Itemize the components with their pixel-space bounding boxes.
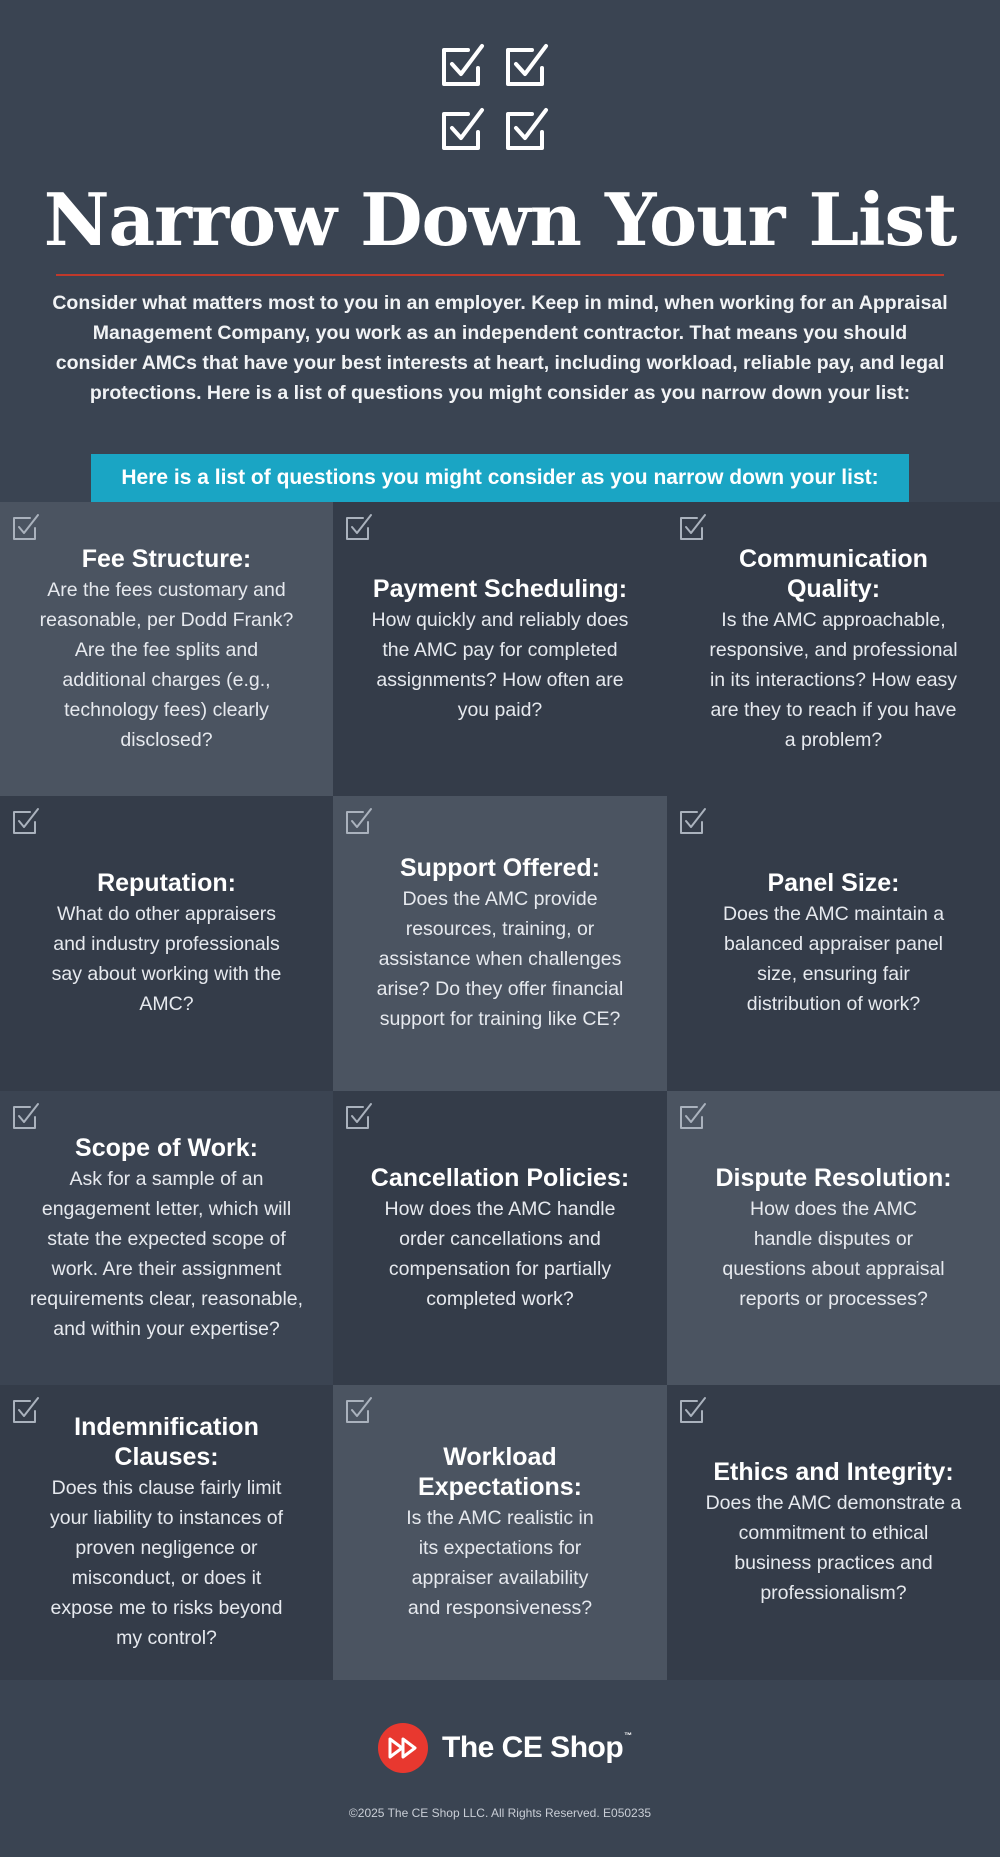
checkbox-icon xyxy=(678,512,708,542)
checkbox-icon xyxy=(344,806,374,836)
card-body: What do other appraisers and industry professionals say about working with the AMC? xyxy=(51,903,282,1015)
card-title: Ethics and Integrity: xyxy=(713,1458,954,1486)
card-cancellation-policies xyxy=(333,1091,667,1385)
card-body: Does this clause fairly limit your liability to instances of proven negligence or misconduct, or does it expose me to risks beyond my control? xyxy=(49,1477,284,1649)
checkbox-icon xyxy=(678,1395,708,1425)
checkbox-icon xyxy=(11,1395,41,1425)
card-body: Does the AMC demonstrate a commitment to ethical business practices and professionalism? xyxy=(705,1492,962,1604)
footer xyxy=(0,1680,1000,1857)
card-body: How does the AMC handle disputes or questions about appraisal reports or processes? xyxy=(722,1197,945,1310)
card-workload-expectations xyxy=(333,1385,667,1680)
card-body: Is the AMC realistic in its expectations for appraiser availability and responsiveness? xyxy=(406,1507,594,1619)
card-title: Payment Scheduling: xyxy=(372,574,628,603)
checkbox-icon xyxy=(678,806,708,836)
card-scope-of-work xyxy=(0,1091,333,1385)
checkbox-icon xyxy=(344,1395,374,1425)
card-support-offered xyxy=(333,796,667,1091)
card-body: How does the AMC handle order cancellations and compensation for partially completed work? xyxy=(384,1197,616,1310)
card-payment-scheduling xyxy=(333,502,667,796)
card-body: Is the AMC approachable, responsive, and professional in its interactions? How easy are they to reach if you have a problem? xyxy=(709,608,958,751)
card-body: Does the AMC maintain a balanced appraiser panel size, ensuring fair distribution of work? xyxy=(722,903,945,1015)
header xyxy=(0,0,1000,502)
questions-grid xyxy=(0,502,1000,1680)
logo-trademark: ™ xyxy=(624,1731,632,1740)
card-title: Reputation: xyxy=(97,869,236,897)
logo-text xyxy=(442,1731,632,1765)
card-title: Cancellation Policies: xyxy=(370,1163,630,1192)
questions-banner: Here is a list of questions you might consider as you narrow down your list: xyxy=(91,454,909,502)
card-body: Ask for a sample of an engagement letter, which will state the expected scope of work. Are their assignment requirements clear, reasonable, and within your expertise? xyxy=(29,1167,304,1340)
card-reputation xyxy=(0,796,333,1091)
checkbox-icon xyxy=(678,1101,708,1131)
card-communication-quality xyxy=(667,502,1000,796)
title-divider xyxy=(56,274,944,276)
logo-wordmark: The CE Shop xyxy=(442,1731,624,1764)
card-title: Scope of Work: xyxy=(75,1133,258,1162)
card-fee-structure xyxy=(0,502,333,796)
checkbox-icon xyxy=(11,1101,41,1131)
card-indemnification-clauses xyxy=(0,1385,333,1680)
card-title: Communication Quality: xyxy=(739,544,928,603)
card-body: Are the fees customary and reasonable, per Dodd Frank? Are the fee splits and additional charges (e.g., technology fees) clearly disclosed? xyxy=(39,578,294,751)
card-body: How quickly and reliably does the AMC pay for completed assignments? How often are you paid? xyxy=(371,608,629,721)
copyright-notice: ©2025 The CE Shop LLC. All Rights Reserved. E050235 xyxy=(348,1806,652,1820)
checkbox-icon xyxy=(11,512,41,542)
card-title: Panel Size: xyxy=(767,869,900,897)
card-panel-size xyxy=(667,796,1000,1091)
card-title: Dispute Resolution: xyxy=(715,1163,952,1192)
card-title: Workload Expectations: xyxy=(418,1443,582,1501)
card-title: Fee Structure: xyxy=(81,544,252,573)
checkbox-icon xyxy=(344,1101,374,1131)
checkbox-icon xyxy=(344,512,374,542)
card-title: Support Offered: xyxy=(400,854,600,882)
card-title: Indemnification Clauses: xyxy=(74,1413,259,1471)
card-dispute-resolution xyxy=(667,1091,1000,1385)
intro-paragraph: Consider what matters most to you in an employer. Keep in mind, when working for an Appraisal Management Company, you work as an independent contractor. That means you should consider AMCs that have your best interests at heart, including workload, reliable pay, and legal protections. Here is a list of questions you might consider as you narrow down your list: xyxy=(52,292,948,404)
fast-forward-icon xyxy=(378,1723,428,1773)
card-ethics-and-integrity xyxy=(667,1385,1000,1680)
the-ce-shop-logo xyxy=(378,1720,632,1776)
page-title: Narrow Down Your List xyxy=(43,177,957,262)
checkbox-icon xyxy=(11,806,41,836)
checkbox-grid-icon xyxy=(440,42,560,160)
card-body: Does the AMC provide resources, training, or assistance when challenges arise? Do they offer financial support for training like CE? xyxy=(376,888,624,1030)
